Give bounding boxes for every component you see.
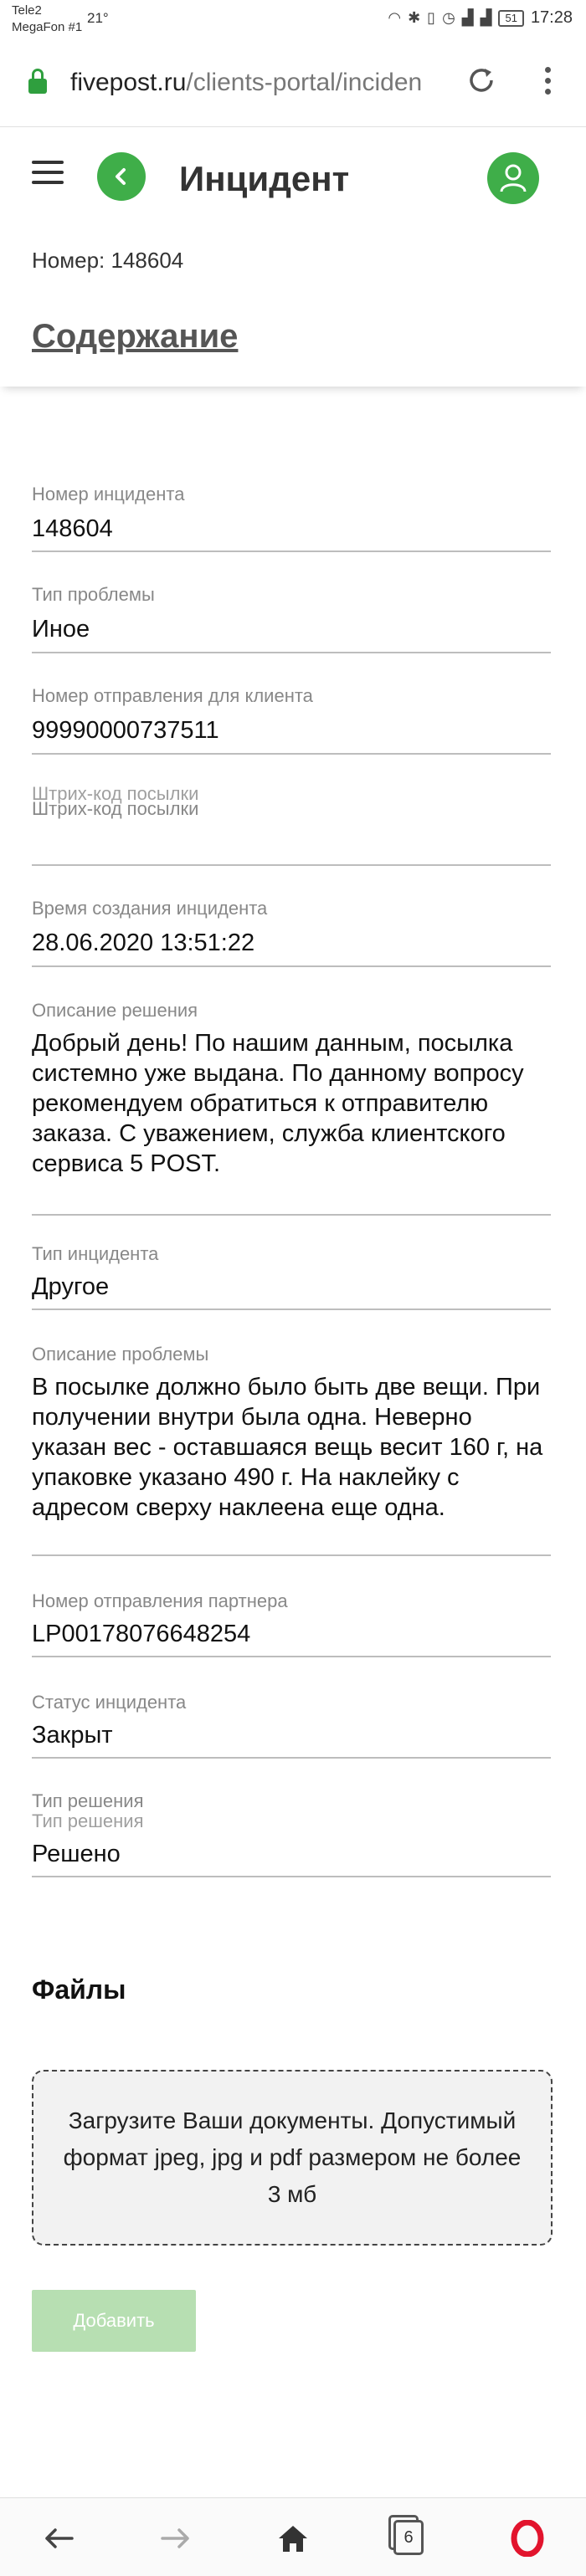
back-button[interactable]: [97, 152, 146, 201]
field-value: 148604: [32, 515, 113, 542]
carrier-info: [12, 3, 82, 36]
field-client-shipment: [32, 679, 551, 755]
field-label: Номер отправления партнера: [32, 1590, 288, 1611]
field-label: Описание решения: [32, 1000, 198, 1021]
user-icon: [500, 164, 527, 192]
field-value: Закрыт: [32, 1722, 113, 1749]
field-incident-number: [32, 477, 551, 552]
field-value: 99990000737511: [32, 717, 219, 744]
hamburger-menu-icon[interactable]: [32, 161, 64, 186]
profile-button[interactable]: [487, 152, 539, 204]
field-value: Другое: [32, 1273, 110, 1300]
field-label: Время создания инцидента: [32, 898, 268, 919]
tabs-count: 6: [393, 2520, 424, 2555]
field-value: В посылке должно было быть две вещи. При получении внутри была одна. Неверно указан вес - оставшаяся вещь весит 160 г, на упаковке указано 490 г. На наклейку с адресом сверху наклеена еще одна.: [32, 1374, 543, 1521]
bluetooth-icon: ✱: [408, 9, 421, 26]
field-label-floating: Штрих-код посылки: [32, 783, 199, 804]
field-created-time: [32, 891, 551, 967]
opera-menu-icon[interactable]: [502, 2515, 553, 2562]
dropzone-text: Загрузите Ваши документы. Допустимый формат jpeg, jpg и pdf размером не более 3 мб: [63, 2107, 522, 2207]
field-incident-type: [32, 1237, 551, 1310]
browser-bottom-nav: [0, 2497, 586, 2576]
status-bar: [0, 0, 586, 44]
field-label: Тип инцидента: [32, 1243, 159, 1264]
field-label: Тип решения: [32, 1790, 144, 1811]
field-label: Тип проблемы: [32, 584, 155, 605]
field-solution-type: [32, 1785, 551, 1877]
temperature: 21°: [87, 10, 109, 26]
add-button[interactable]: Добавить: [32, 2290, 196, 2352]
field-label-floating: Тип решения: [32, 1810, 144, 1831]
browser-menu-icon[interactable]: [539, 67, 556, 100]
field-label: Штрих-код посылки: [32, 798, 199, 819]
contents-link[interactable]: Содержание: [32, 318, 239, 355]
chevron-left-icon: [109, 164, 134, 189]
field-label: Статус инцидента: [32, 1692, 187, 1713]
battery-indicator: 51: [498, 10, 523, 27]
field-label: Описание проблемы: [32, 1344, 209, 1365]
url-path: /clients-portal/inciden: [186, 69, 423, 96]
page-title: Инцидент: [179, 159, 350, 198]
field-solution-description: [32, 993, 551, 1216]
field-partner-shipment: [32, 1584, 551, 1657]
forward-arrow-icon[interactable]: [151, 2515, 201, 2562]
field-barcode[interactable]: [32, 780, 551, 866]
field-value: 28.06.2020 13:51:22: [32, 930, 255, 956]
incident-number-subtitle: Номер: 148604: [32, 248, 184, 273]
field-label: Номер инцидента: [32, 484, 185, 504]
carrier-line-1: Tele2: [12, 3, 42, 18]
page-header: [0, 127, 586, 387]
field-incident-status: [32, 1685, 551, 1759]
browser-address-bar: [0, 44, 586, 127]
clock: 17:28: [530, 8, 573, 27]
status-icons: [388, 8, 573, 28]
url-field[interactable]: [70, 69, 439, 97]
field-problem-description: [32, 1337, 551, 1556]
back-arrow-icon[interactable]: [33, 2515, 84, 2562]
field-label: Номер отправления для клиента: [32, 685, 313, 706]
reload-icon[interactable]: [465, 64, 498, 97]
field-value: Иное: [32, 616, 90, 643]
files-section-title: Файлы: [32, 1974, 126, 2005]
signal-2-icon: ▟: [480, 9, 492, 26]
alarm-icon: ◷: [442, 9, 455, 26]
field-value: Решено: [32, 1841, 121, 1867]
headphones-icon: ◠: [388, 9, 402, 26]
field-problem-type: [32, 577, 551, 653]
file-dropzone[interactable]: [32, 2070, 553, 2246]
signal-icon: ▟: [461, 9, 474, 26]
carrier-line-2: MegaFon #1: [12, 20, 83, 34]
lock-icon: [28, 69, 47, 94]
tabs-button[interactable]: [383, 2515, 434, 2562]
url-host: fivepost.ru: [70, 69, 187, 96]
field-value: LP00178076648254: [32, 1621, 251, 1647]
field-value: Добрый день! По нашим данным, посылка системно уже выдана. По данному вопросу рекомендуем обратиться к отправителю заказа. С уважением, служба клиентского сервиса 5 POST.: [32, 1030, 524, 1177]
vibrate-icon: ▯: [427, 9, 436, 26]
home-icon[interactable]: [268, 2515, 318, 2562]
